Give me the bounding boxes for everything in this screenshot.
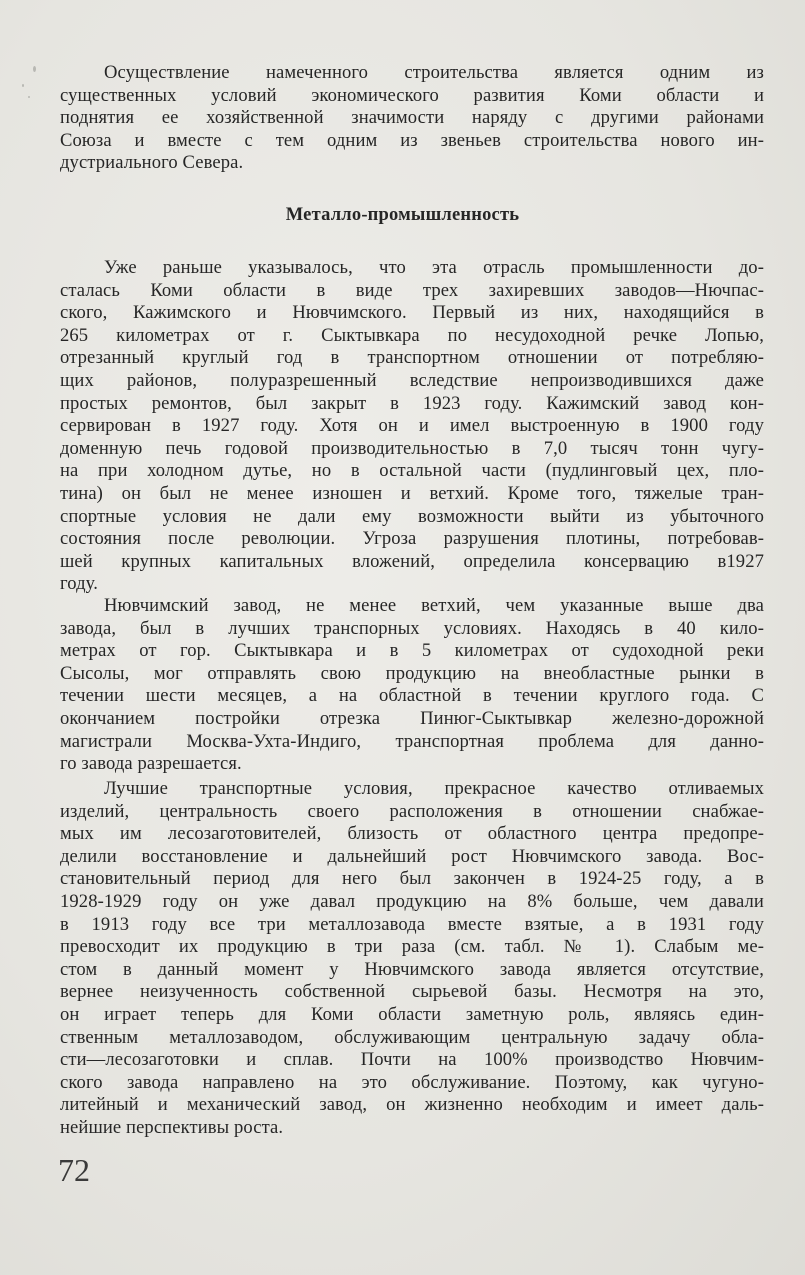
text-line: сти—лесозаготовки и сплав. Почти на 100% производство Нювчим- xyxy=(60,1049,764,1071)
text-line: на при холодном дутье, но в остальной части (пудлинговый цех, пло- xyxy=(60,460,764,482)
section-heading: Металло-промышленность xyxy=(285,205,520,225)
paragraph-kazhim-nyuchpas xyxy=(60,257,764,596)
text-line: магистрали Москва-Ухта-Индиго, транспортная проблема для данно- xyxy=(60,730,764,752)
text-line: Нювчимский завод, не менее ветхий, чем указанные выше два xyxy=(104,595,764,616)
text-line: Лучшие транспортные условия, прекрасное качество отливаемых xyxy=(104,778,764,799)
intro-paragraph xyxy=(60,62,764,175)
text-line: Осуществление намеченного строительства является одним из xyxy=(104,62,764,83)
text-line: нейшие перспективы роста. xyxy=(60,1116,284,1138)
text-line: Сысолы, мог отправлять свою продукцию на внеобластные рынки в xyxy=(60,662,764,684)
text-line: стом в данный момент у Нювчимского завода является отсутствие, xyxy=(60,958,764,980)
text-line: году. xyxy=(60,573,98,595)
text-line: метрах от гор. Сыктывкара и в 5 километрах от судоходной реки xyxy=(60,640,764,662)
text-line: поднятия ее хозяйственной значимости наряду с другими районами xyxy=(60,107,764,129)
text-line: 265 километрах от г. Сыктывкара по несудоходной речке Лопью, xyxy=(60,324,764,346)
text-line: в 1913 году все три металлозавода вместе взятые, а в 1931 году xyxy=(60,913,764,935)
paragraph-nyuvchim-transport xyxy=(60,595,764,776)
text-line: течении шести месяцев, а на областной в течении круглого года. С xyxy=(60,685,764,707)
text-line: вернее неизученность собственной сырьевой базы. Несмотря на это, xyxy=(60,981,764,1003)
text-line: ственным металлозаводом, обслуживающим центральную задачу обла- xyxy=(60,1026,764,1048)
text-line: завода, был в лучших транспорных условиях. Находясь в 40 кило- xyxy=(60,617,764,639)
text-line: го завода разрешается. xyxy=(60,753,242,775)
scan-speck xyxy=(22,84,24,87)
text-line: изделий, центральность своего расположения в отношении снабжае- xyxy=(60,800,764,822)
scan-speck xyxy=(33,66,36,72)
page-number: 72 xyxy=(58,1152,90,1188)
text-line: делили восстановление и дальнейший рост Нювчимского завода. Вос- xyxy=(60,845,764,867)
paragraph-nyuvchim-growth xyxy=(60,778,764,1140)
text-line: простых ремонтов, был закрыт в 1923 году. Кажимский завод кон- xyxy=(60,392,764,414)
text-line: состояния после революции. Угроза разрушения плотины, потребовав- xyxy=(60,528,764,550)
text-line: существенных условий экономического развития Коми области и xyxy=(60,84,764,106)
text-line: 1928-1929 году он уже давал продукцию на 8% больше, чем давали xyxy=(60,890,764,912)
text-line: щих районов, полуразрешенный вследствие непроизводившихся даже xyxy=(60,369,764,391)
text-line: он играет теперь для Коми области заметную роль, являясь един- xyxy=(60,1003,764,1025)
text-line: окончанием постройки отрезка Пинюг-Сыктывкар железно-дорожной xyxy=(60,707,764,729)
text-line: сервирован в 1927 году. Хотя он и имел выстроенную в 1900 году xyxy=(60,415,764,437)
text-line: спортные условия не дали ему возможности выйти из убыточного xyxy=(60,505,764,527)
text-line: ского завода направлено на это обслуживание. Поэтому, как чугуно- xyxy=(60,1071,764,1093)
text-line: тина) он был не менее изношен и ветхий. Кроме того, тяжелые тран- xyxy=(60,482,764,504)
text-line: отрезанный круглый год в транспортном отношении от потребляю- xyxy=(60,347,764,369)
text-line: сталась Коми области в виде трех захиревших заводов—Нючпас- xyxy=(60,279,764,301)
text-line: ского, Кажимского и Нювчимского. Первый из них, находящийся в xyxy=(60,302,764,324)
text-line: Уже раньше указывалось, что эта отрасль промышленности до- xyxy=(104,257,764,278)
text-line: становительный период для него был закончен в 1924-25 году, а в xyxy=(60,868,764,890)
text-line: доменную печь годовой производительностью в 7,0 тысяч тонн чугу- xyxy=(60,437,764,459)
text-line: шей крупных капитальных вложений, определила консервацию в1927 xyxy=(60,550,764,572)
text-line: Союза и вместе с тем одним из звеньев строительства нового ин- xyxy=(60,129,764,151)
text-line: мых им лесозаготовителей, близость от областного центра предопре- xyxy=(60,823,764,845)
text-line: дустриального Севера. xyxy=(60,152,244,174)
text-line: литейный и механический завод, он жизненно необходим и имеет даль- xyxy=(60,1094,764,1116)
text-line: превосходит их продукцию в три раза (см. табл. № 1). Слабым ме- xyxy=(60,936,764,958)
scan-speck xyxy=(28,96,30,98)
